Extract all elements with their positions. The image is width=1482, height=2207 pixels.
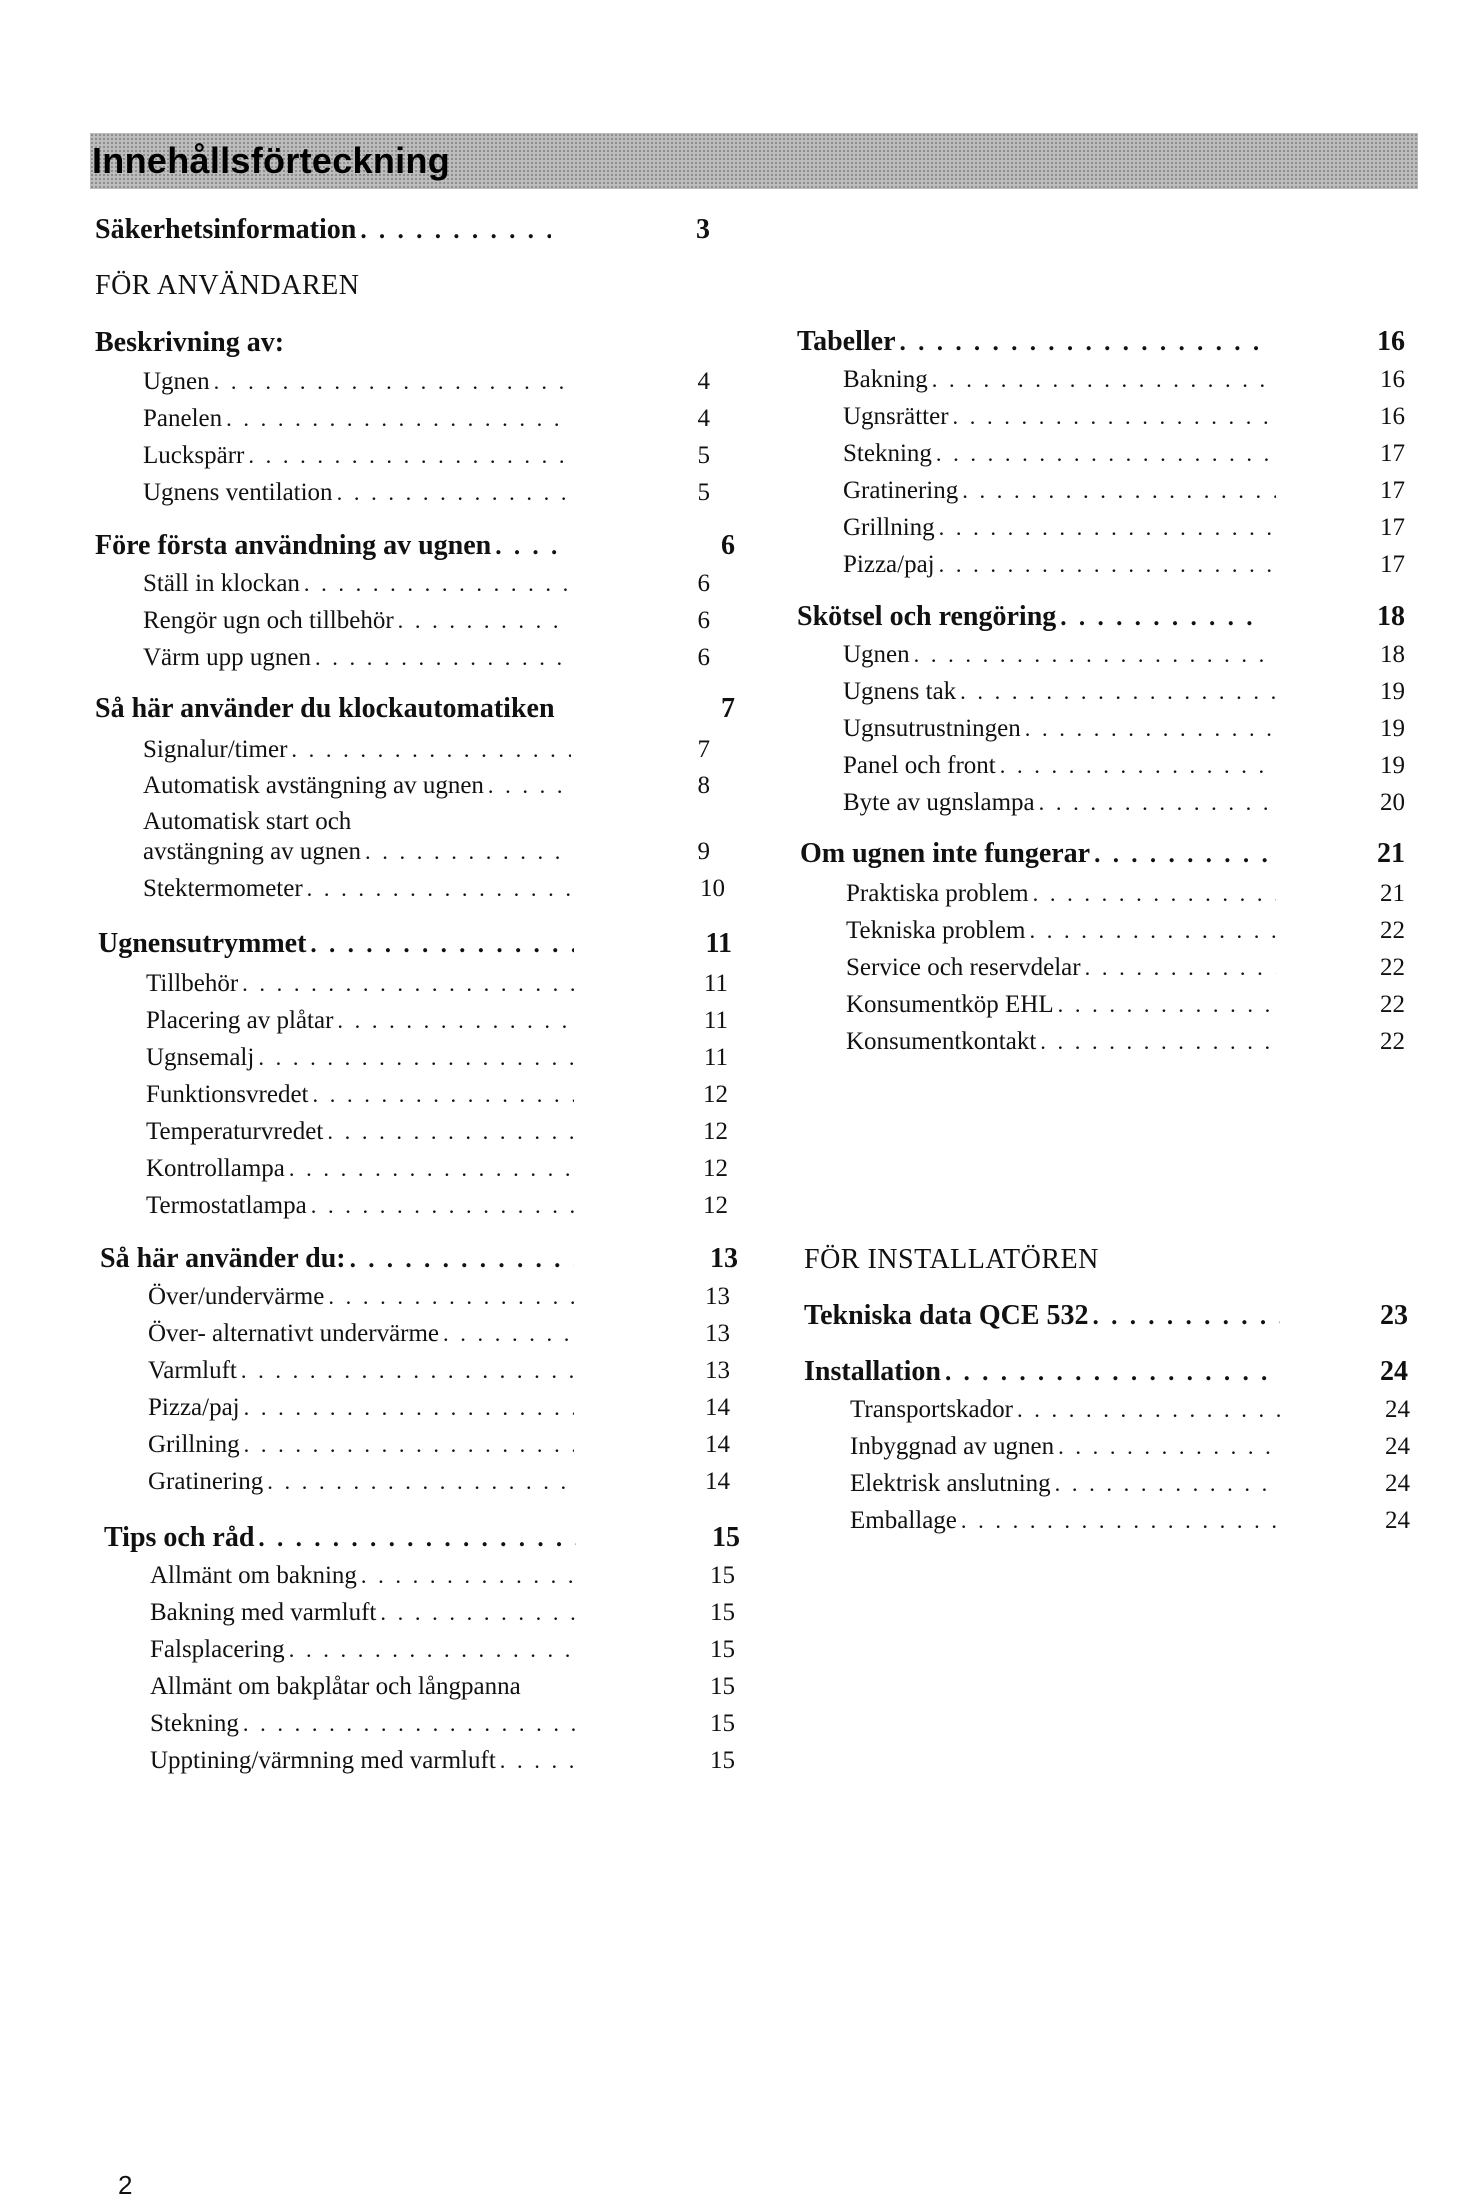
leader-dots	[488, 773, 571, 799]
leader-dots	[495, 533, 561, 561]
toc-item-label: Automatisk avstängning av ugnen	[143, 772, 484, 799]
leader-dots	[360, 217, 551, 245]
toc-item-label: Tekniska problem	[846, 917, 1026, 944]
leader-dots	[960, 679, 1276, 705]
toc-tips-label: Tips och råd	[104, 1522, 255, 1553]
toc-item-page: 14	[705, 1468, 730, 1495]
toc-klock-page: 7	[721, 693, 735, 724]
leader-dots	[258, 1045, 574, 1071]
toc-item-page: 17	[1380, 477, 1405, 504]
leader-dots	[289, 1637, 576, 1663]
leader-dots	[328, 1284, 574, 1310]
toc-tekniska[interactable]	[804, 1300, 1284, 1332]
toc-item-label: Rengör ugn och tillbehör	[143, 607, 394, 634]
leader-dots	[243, 1711, 576, 1737]
toc-item[interactable]	[143, 570, 575, 598]
leader-dots	[1039, 790, 1276, 816]
toc-item-label: Ugnen	[843, 641, 910, 668]
leader-dots	[936, 441, 1276, 467]
toc-item-page: 17	[1380, 440, 1405, 467]
toc-item-label: Pizza/paj	[843, 551, 935, 578]
toc-item-page: 17	[1380, 551, 1405, 578]
toc-item[interactable]	[843, 514, 1280, 542]
toc-item-page: 15	[710, 1673, 735, 1700]
toc-beskrivning-label: Beskrivning av:	[95, 327, 285, 358]
toc-item-page: 5	[697, 479, 710, 506]
toc-item[interactable]	[843, 715, 1280, 743]
toc-skotsel-label: Skötsel och rengöring	[797, 601, 1057, 632]
toc-item[interactable]	[150, 1673, 580, 1701]
leader-dots	[226, 406, 571, 432]
leader-dots	[500, 1748, 586, 1774]
toc-item-label: Elektrisk anslutning	[850, 1470, 1051, 1497]
leader-dots	[1033, 881, 1276, 907]
toc-item[interactable]	[148, 1283, 578, 1311]
leader-dots	[932, 367, 1276, 393]
toc-installation-label: Installation	[804, 1356, 941, 1387]
toc-anvander[interactable]	[100, 1243, 578, 1275]
toc-item[interactable]	[143, 442, 575, 470]
toc-item-label: Bakning	[843, 366, 928, 393]
toc-klock-label: Så här använder du klockautomatiken	[95, 693, 555, 724]
toc-item-label: Ugnsutrustningen	[843, 715, 1021, 742]
toc-installation[interactable]	[804, 1356, 1284, 1388]
toc-item[interactable]	[843, 440, 1280, 468]
leader-dots	[380, 1600, 576, 1626]
toc-item[interactable]	[846, 917, 1280, 945]
toc-item[interactable]	[146, 1007, 578, 1035]
toc-item-page: 19	[1380, 752, 1405, 779]
toc-item[interactable]	[146, 1044, 578, 1072]
toc-tabeller-label: Tabeller	[797, 326, 896, 357]
toc-item[interactable]	[843, 403, 1280, 431]
toc-fungerar[interactable]	[800, 838, 1278, 870]
toc-item-label: Luckspärr	[143, 442, 245, 469]
toc-item-label: Service och reservdelar	[846, 954, 1081, 981]
leader-dots	[244, 1395, 574, 1421]
toc-item-page: 12	[703, 1192, 728, 1219]
toc-item[interactable]	[143, 607, 575, 635]
toc-item-page: 6	[697, 607, 710, 634]
toc-item-label: Kontrollampa	[146, 1155, 285, 1182]
toc-safety[interactable]	[95, 214, 555, 246]
toc-item[interactable]	[843, 477, 1280, 505]
toc-item-label: Varmluft	[148, 1357, 237, 1384]
toc-safety-page: 3	[696, 214, 710, 245]
toc-item[interactable]	[148, 1431, 578, 1459]
toc-item-label: Ugnsrätter	[843, 403, 949, 430]
toc-item[interactable]	[148, 1320, 578, 1348]
toc-item-page: 19	[1380, 715, 1405, 742]
toc-item-page: 24	[1385, 1433, 1410, 1460]
toc-tabeller[interactable]	[797, 326, 1267, 358]
toc-item[interactable]	[150, 1710, 580, 1738]
leader-dots	[315, 645, 571, 671]
toc-item-label: Bakning med varmluft	[150, 1599, 377, 1626]
toc-item-label: Panelen	[143, 405, 223, 432]
toc-item[interactable]	[150, 1747, 590, 1775]
toc-item-page: 9	[697, 838, 710, 865]
toc-item[interactable]	[843, 678, 1280, 706]
toc-tips[interactable]	[104, 1522, 580, 1554]
toc-item-label: Byte av ugnslampa	[843, 789, 1035, 816]
toc-item-page: 14	[705, 1394, 730, 1421]
toc-anvander-label: Så här använder du:	[100, 1243, 346, 1274]
toc-item-label: Temperaturvredet	[146, 1118, 324, 1145]
toc-item-label: Grillning	[843, 514, 935, 541]
toc-item[interactable]	[143, 838, 575, 866]
toc-item-label: Konsumentkontakt	[846, 1028, 1037, 1055]
toc-item-page: 20	[1380, 789, 1405, 816]
leader-dots	[244, 1432, 574, 1458]
toc-item-label: Tillbehör	[146, 970, 239, 997]
leader-dots	[1094, 841, 1274, 869]
toc-item-page: 19	[1380, 678, 1405, 705]
toc-item-page: 15	[710, 1562, 735, 1589]
toc-item-label: Stekning	[150, 1710, 239, 1737]
leader-dots	[900, 329, 1263, 357]
toc-item[interactable]	[846, 880, 1280, 908]
toc-item-label: Värm upp ugnen	[143, 644, 312, 671]
toc-tekniska-page: 23	[1380, 1300, 1408, 1331]
toc-item[interactable]	[150, 1636, 580, 1664]
toc-item[interactable]	[146, 1155, 578, 1183]
leader-dots	[310, 931, 574, 959]
leader-dots	[242, 971, 574, 997]
leader-dots	[1025, 716, 1276, 742]
toc-item[interactable]	[843, 551, 1280, 579]
toc-item-page: 11	[703, 970, 728, 997]
toc-item[interactable]	[850, 1470, 1284, 1498]
leader-dots	[398, 608, 571, 634]
toc-item-page: 6	[697, 570, 710, 597]
toc-item-page: 12	[703, 1118, 728, 1145]
toc-item[interactable]	[143, 644, 575, 672]
toc-item-page: 5	[697, 442, 710, 469]
leader-dots	[327, 1119, 574, 1145]
toc-skotsel-page: 18	[1377, 601, 1405, 632]
toc-item[interactable]	[143, 772, 575, 800]
toc-item[interactable]	[150, 1599, 580, 1627]
toc-item-label: Konsumentköp EHL	[846, 991, 1054, 1018]
toc-item[interactable]	[843, 752, 1280, 780]
leader-dots	[291, 737, 571, 763]
toc-item-page: 24	[1385, 1470, 1410, 1497]
page-title: Innehållsförteckning	[92, 140, 451, 181]
toc-item-page: 15	[710, 1636, 735, 1663]
leader-dots	[289, 1156, 574, 1182]
toc-item-label: Transportskador	[850, 1396, 1013, 1423]
toc-item-label: Gratinering	[148, 1468, 264, 1495]
toc-fungerar-label: Om ugnen inte fungerar	[800, 838, 1091, 869]
toc-item[interactable]	[148, 1468, 578, 1496]
toc-item-page: 22	[1380, 991, 1405, 1018]
leader-dots	[337, 1008, 574, 1034]
toc-item-page: 4	[697, 368, 710, 395]
toc-item-page: 13	[705, 1357, 730, 1384]
leader-dots	[443, 1321, 574, 1347]
toc-item-page: 6	[697, 644, 710, 671]
toc-item-page: 16	[1380, 403, 1405, 430]
toc-item-line1: Automatisk start och	[143, 808, 352, 835]
toc-tabeller-page: 16	[1377, 326, 1405, 357]
leader-dots	[311, 1193, 574, 1219]
toc-anvander-page: 13	[710, 1243, 738, 1274]
toc-item-label: Stekning	[843, 440, 932, 467]
toc-item-page: 17	[1380, 514, 1405, 541]
toc-item-page: 16	[1380, 366, 1405, 393]
toc-item[interactable]	[846, 954, 1280, 982]
toc-item-label: Placering av plåtar	[146, 1007, 334, 1034]
toc-skotsel[interactable]	[797, 601, 1267, 633]
toc-item-label: Termostatlampa	[146, 1192, 307, 1219]
toc-klock[interactable]	[95, 693, 635, 725]
page-number: 2	[118, 2170, 133, 2200]
toc-item-page: 11	[703, 1007, 728, 1034]
toc-item-page: 18	[1380, 641, 1405, 668]
toc-item[interactable]	[150, 1562, 580, 1590]
toc-item-label: Inbyggnad av ugnen	[850, 1433, 1055, 1460]
toc-item[interactable]	[843, 366, 1280, 394]
toc-item-page: 12	[703, 1155, 728, 1182]
toc-installation-page: 24	[1380, 1356, 1408, 1387]
toc-item[interactable]	[846, 991, 1280, 1019]
toc-item[interactable]	[143, 736, 575, 764]
toc-tekniska-label: Tekniska data QCE 532	[804, 1300, 1089, 1331]
toc-item[interactable]	[143, 368, 575, 396]
toc-item-page: 15	[710, 1747, 735, 1774]
toc-utrymmet-label: Ugnensutrymmet	[98, 928, 307, 959]
section-heading-installers: FÖR INSTALLATÖREN	[804, 1244, 1099, 1275]
toc-beskrivning[interactable]	[95, 327, 495, 359]
toc-item-label: Signalur/timer	[143, 736, 288, 763]
toc-item-label: Upptining/värmning med varmluft	[150, 1747, 496, 1774]
leader-dots	[1085, 955, 1276, 981]
leader-dots	[307, 876, 571, 902]
toc-item-label: Ugnen	[143, 368, 210, 395]
toc-item[interactable]	[148, 1394, 578, 1422]
toc-item-label: Allmänt om bakning	[150, 1562, 357, 1589]
toc-item-page: 13	[705, 1283, 730, 1310]
leader-dots	[953, 404, 1276, 430]
leader-dots	[914, 642, 1276, 668]
toc-item-label: Över- alternativt undervärme	[148, 1320, 440, 1347]
leader-dots	[241, 1358, 574, 1384]
leader-dots	[1058, 1434, 1280, 1460]
toc-item[interactable]	[143, 479, 575, 507]
leader-dots	[304, 571, 571, 597]
toc-item-label: Allmänt om bakplåtar och långpanna	[150, 1673, 521, 1700]
toc-utrymmet-page: 11	[705, 928, 732, 959]
leader-dots	[337, 480, 571, 506]
toc-item-page: 13	[705, 1320, 730, 1347]
leader-dots	[214, 369, 571, 395]
toc-item-label: Över/undervärme	[148, 1283, 325, 1310]
toc-safety-label: Säkerhetsinformation	[95, 214, 357, 245]
leader-dots	[939, 552, 1276, 578]
leader-dots	[248, 443, 571, 469]
toc-item[interactable]	[146, 1192, 578, 1220]
leader-dots	[1017, 1397, 1280, 1423]
leader-dots	[962, 478, 1276, 504]
toc-item-label: Ugnens ventilation	[143, 479, 333, 506]
leader-dots	[267, 1469, 574, 1495]
toc-utrymmet[interactable]	[98, 928, 578, 960]
section-heading-users: FÖR ANVÄNDAREN	[95, 270, 360, 301]
toc-item-page: 7	[697, 736, 710, 763]
toc-item[interactable]	[143, 405, 575, 433]
leader-dots	[1040, 1029, 1276, 1055]
toc-tips-page: 15	[712, 1522, 740, 1553]
toc-item[interactable]	[850, 1507, 1284, 1535]
toc-item-page: 8	[697, 772, 710, 799]
toc-item-page: 21	[1380, 880, 1405, 907]
leader-dots	[361, 1563, 576, 1589]
toc-item-label: Falsplacering	[150, 1636, 285, 1663]
toc-item[interactable]	[850, 1433, 1284, 1461]
toc-fungerar-page: 21	[1377, 838, 1405, 869]
toc-item-label: avstängning av ugnen	[143, 838, 362, 865]
leader-dots	[1000, 753, 1276, 779]
toc-item-page: 14	[705, 1431, 730, 1458]
toc-item-label: Grillning	[148, 1431, 240, 1458]
toc-item-label: Funktionsvredet	[146, 1081, 309, 1108]
leader-dots	[350, 1246, 574, 1274]
toc-item[interactable]	[148, 1357, 578, 1385]
toc-item-label: Gratinering	[843, 477, 959, 504]
leader-dots	[1058, 992, 1276, 1018]
leader-dots	[313, 1082, 575, 1108]
toc-item[interactable]	[146, 1118, 578, 1146]
toc-item-label: Panel och front	[843, 752, 996, 779]
toc-item-page: 24	[1385, 1396, 1410, 1423]
leader-dots	[1093, 1303, 1281, 1331]
toc-item-page: 22	[1380, 954, 1405, 981]
leader-dots	[1055, 1471, 1280, 1497]
toc-item-label: Ugnens tak	[843, 678, 957, 705]
toc-fore-label: Före första användning av ugnen	[95, 530, 492, 561]
toc-item-page: 10	[700, 875, 725, 902]
toc-item-label: Emballage	[850, 1507, 957, 1534]
toc-item[interactable]	[146, 970, 578, 998]
toc-item-label: Stektermometer	[143, 875, 303, 902]
toc-item[interactable]	[850, 1396, 1284, 1424]
leader-dots	[365, 839, 571, 865]
toc-item-page: 22	[1380, 917, 1405, 944]
toc-item-label: Praktiska problem	[846, 880, 1029, 907]
toc-item-label: Ugnsemalj	[146, 1044, 255, 1071]
leader-dots	[1029, 918, 1276, 944]
toc-item-page: 15	[710, 1710, 735, 1737]
toc-item-page: 24	[1385, 1507, 1410, 1534]
leader-dots	[1060, 604, 1263, 632]
leader-dots	[258, 1525, 576, 1553]
toc-item-page: 12	[703, 1081, 728, 1108]
leader-dots	[945, 1359, 1280, 1387]
toc-item[interactable]	[843, 789, 1280, 817]
toc-item-label: Pizza/paj	[148, 1394, 240, 1421]
leader-dots	[939, 515, 1276, 541]
toc-item[interactable]	[846, 1028, 1280, 1056]
toc-item-page: 11	[703, 1044, 728, 1071]
toc-item-page: 4	[697, 405, 710, 432]
toc-item-page: 15	[710, 1599, 735, 1626]
toc-fore-page: 6	[721, 530, 735, 561]
leader-dots	[961, 1508, 1280, 1534]
toc-item[interactable]	[143, 875, 575, 903]
toc-item[interactable]	[146, 1081, 578, 1109]
toc-item[interactable]	[843, 641, 1280, 669]
toc-fore[interactable]	[95, 530, 565, 562]
toc-item-page: 22	[1380, 1028, 1405, 1055]
toc-item-label: Ställ in klockan	[143, 570, 300, 597]
